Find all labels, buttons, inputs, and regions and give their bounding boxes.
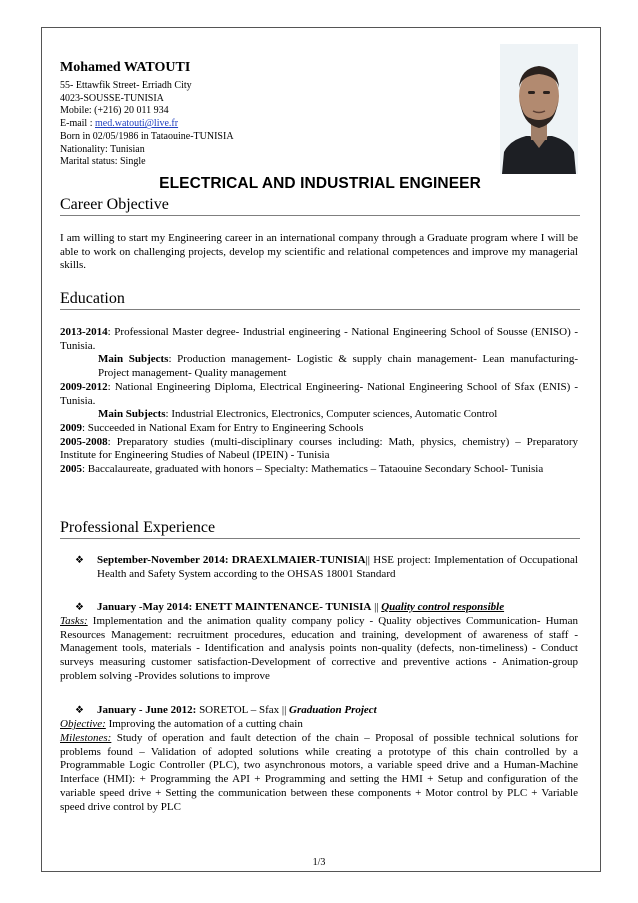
education-item: 2009: Succeeded in National Exam for Entry to Engineering Schools xyxy=(60,421,364,434)
section-heading-career: Career Objective xyxy=(60,196,580,216)
experience-item-3: ❖ January - June 2012: SORETOL – Sfax || Graduation Project xyxy=(75,704,377,716)
education-item: 2013-2014: Professional Master degree- Industrial engineering - National Engineering School of Sousse (ENISO) -Tunisia. xyxy=(60,326,578,352)
experience-3-objective: Objective: Improving the automation of a cutting chain xyxy=(60,718,303,730)
experience-item-2: ❖ January -May 2014: ENETT MAINTENANCE- TUNISIA || Quality control responsible xyxy=(75,601,505,613)
email-line xyxy=(60,118,234,131)
page-number: 1/3 xyxy=(312,857,326,868)
job-title: ELECTRICAL AND INDUSTRIAL ENGINEER xyxy=(159,175,481,192)
email-label: E-mail : xyxy=(60,118,95,130)
experience-3-milestones: Milestones: Study of operation and fault detection of the chain – Proposal of possible technical solutions for problems found – Validation of adopted solutions while creating a prototype of this chain controlled by a Programmable Logic Controller (PLC), two asynchronous motors, a variable speed drive and a Human-Machine Interface (HMI): + Programming the API + Programming and setting the HMI + Setup and configuration of the variable speed drive + Setting the communication between these components + Motor control by PLC + Variable speed drive control by PLC xyxy=(60,732,578,813)
diamond-bullet-icon: ❖ xyxy=(75,602,84,613)
contact-block xyxy=(60,80,234,169)
education-item: 2005: Baccalaureate, graduated with honors – Specialty: Mathematics – Tataouine Secondary School- Tunisia xyxy=(60,463,544,476)
nationality-line: Nationality: Tunisian xyxy=(60,143,145,155)
section-heading-education: Education xyxy=(60,290,580,310)
section-heading-experience: Professional Experience xyxy=(60,519,580,539)
career-objective-text: I am willing to start my Engineering career in an international company through a Graduate program where I will be able to work on challenging projects, develop my scientific and relational competences and improve my managerial skills. xyxy=(60,232,578,272)
diamond-bullet-icon: ❖ xyxy=(75,705,84,716)
education-list xyxy=(60,326,578,477)
education-item: 2009-2012: National Engineering Diploma, Electrical Engineering- National Engineering School of Sfax (ENIS) -Tunisia. xyxy=(60,380,578,407)
address-line-1: 55- Ettawfik Street- Erriadh City xyxy=(60,80,192,91)
address-line-2: 4023-SOUSSE-TUNISIA xyxy=(60,92,164,104)
birth-line: Born in 02/05/1986 in Tataouine-TUNISIA xyxy=(60,130,234,142)
mobile-line: Mobile: (+216) 20 011 934 xyxy=(60,105,169,117)
email-link[interactable]: med.watouti@live.fr xyxy=(95,118,179,130)
profile-photo xyxy=(500,44,578,174)
experience-2-tasks: Tasks: Implementation and the animation quality company policy - Quality objectives Communication- Human Resources Management: recruitment procedures, education and training, development of awareness of staff -Management tools, materials - Identification and analysis points non-quality (defects, non-timeliness) - Conduct surveys measuring customer satisfaction-Development of corrective and preventive actions - Animation-group problem solving -Provides solutions to improve xyxy=(60,615,578,682)
candidate-name: Mohamed WATOUTI xyxy=(60,60,191,75)
education-subjects: Main Subjects: Production management- Logistic & supply chain management- Lean manufacturing- Project management- Quality management xyxy=(98,353,579,380)
marital-line: Marital status: Single xyxy=(60,156,146,168)
education-item: 2005-2008: Preparatory studies (multi-disciplinary courses including: Math, physics, chemistry) – Preparatory Institute for Engineering Studies of Nabeul (IPEIN) - Tunisia xyxy=(60,435,578,462)
person-photo-icon xyxy=(500,44,578,174)
experience-item-1: ❖ September-November 2014: DRAEXLMAIER-TUNISIA|| HSE project: Implementation of Occupational Health and Safety System according to the OHSAS 18001 Standard xyxy=(75,554,578,580)
diamond-bullet-icon: ❖ xyxy=(75,555,84,566)
education-subjects: Main Subjects: Industrial Electronics, Electronics, Computer sciences, Automatic Control xyxy=(98,408,498,421)
